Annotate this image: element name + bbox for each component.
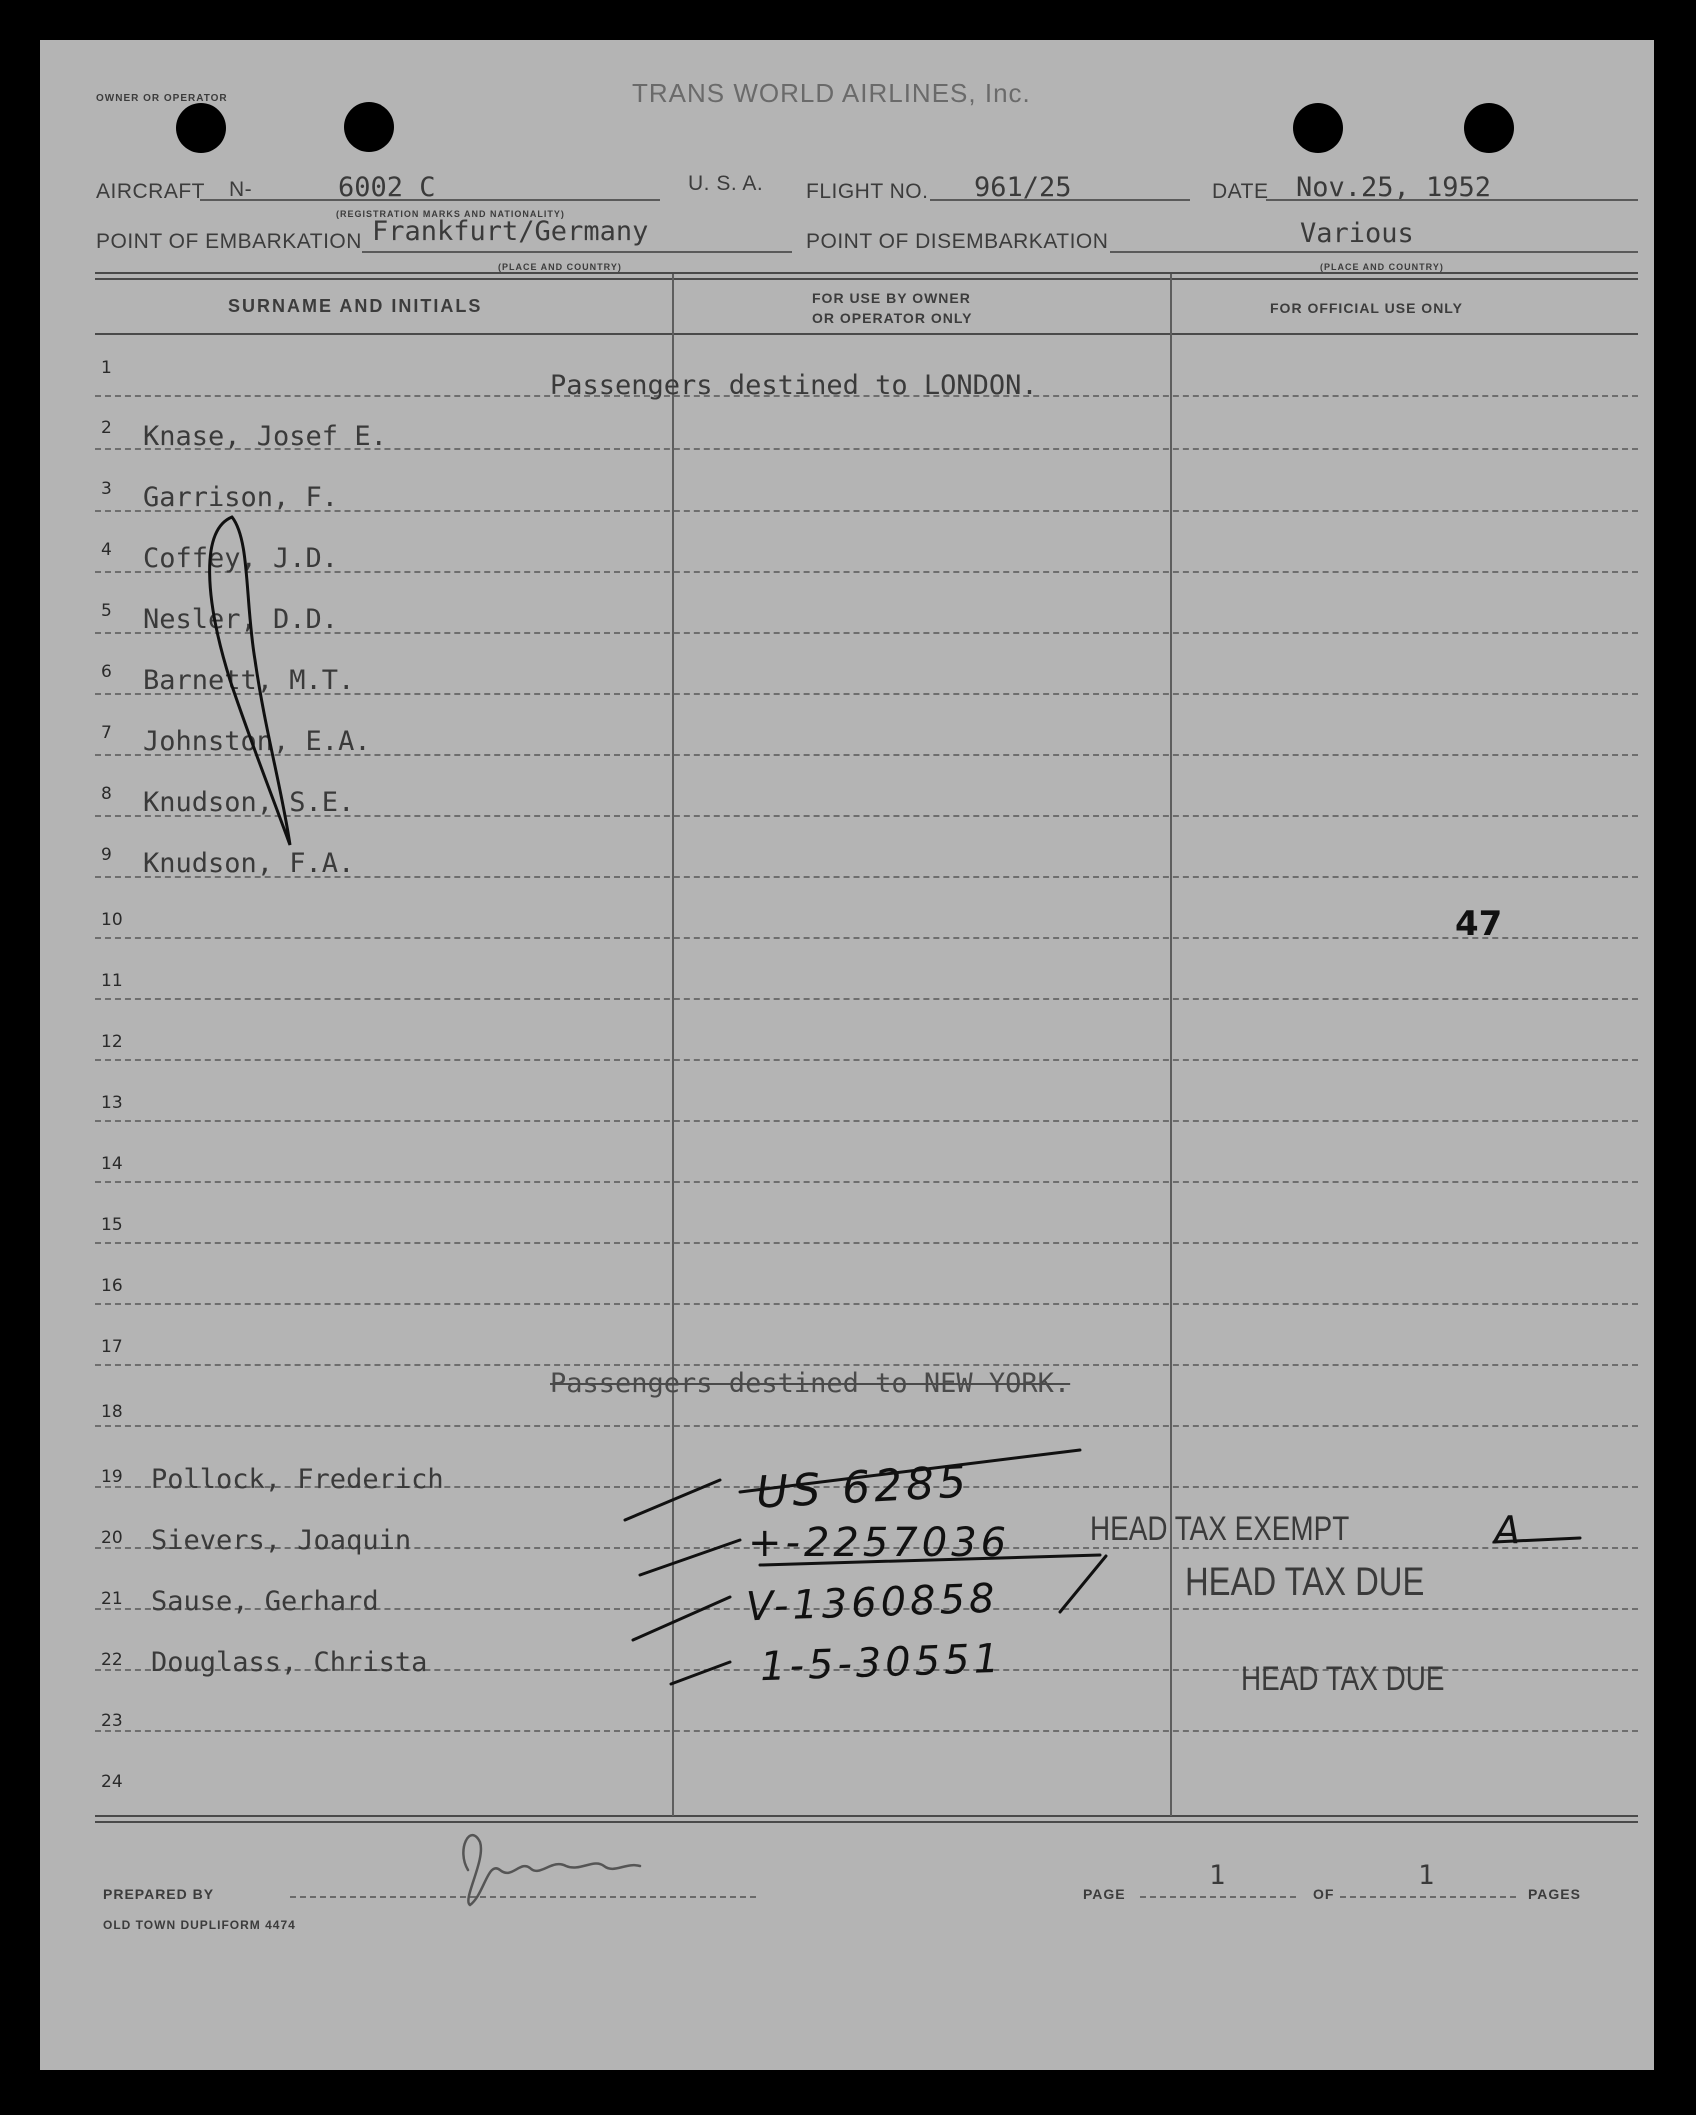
bracket-stroke	[210, 517, 290, 845]
row-number: 21	[101, 1589, 123, 1609]
embark-label: POINT OF EMBARKATION	[96, 230, 362, 253]
page-label: PAGE	[1083, 1886, 1126, 1902]
flight-value: 961/25	[974, 172, 1072, 203]
handwritten-passport-21: V-1360858	[745, 1575, 1000, 1631]
section-note-london: Passengers destined to LONDON.	[550, 370, 1038, 401]
row-number: 9	[101, 845, 112, 865]
flight-label: FLIGHT NO.	[806, 180, 929, 203]
check-mark-22	[671, 1662, 730, 1684]
row-number: 15	[101, 1215, 123, 1235]
nationality: U. S. A.	[688, 172, 764, 195]
stamp-head-tax-exempt: HEAD TAX EXEMPT	[1090, 1510, 1350, 1548]
passenger-name: Garrison, F.	[143, 482, 339, 513]
check-mark-19	[625, 1480, 720, 1520]
check-mark-20	[640, 1540, 740, 1575]
row-number: 10	[101, 910, 123, 930]
passenger-name: Pollock, Frederich	[151, 1464, 444, 1495]
official-mark: 47	[1455, 904, 1503, 944]
row-number: 6	[101, 662, 112, 682]
disembark-value: Various	[1300, 218, 1414, 249]
passenger-name: Knase, Josef E.	[143, 421, 387, 452]
handwritten-passport-19: US 6285	[754, 1456, 972, 1519]
of-value: 1	[1418, 1860, 1435, 1891]
owner-label: OWNER OR OPERATOR	[96, 93, 228, 104]
row-number: 11	[101, 971, 123, 991]
of-label: OF	[1313, 1886, 1335, 1902]
passenger-name: Nesler, D.D.	[143, 604, 339, 635]
row-number: 7	[101, 723, 112, 743]
passenger-name: Johnston, E.A.	[143, 726, 371, 757]
handwritten-passport-20: +-2257036	[748, 1520, 1011, 1566]
embark-value: Frankfurt/Germany	[372, 216, 649, 247]
stamp-head-tax-due-1: HEAD TAX DUE	[1185, 1560, 1425, 1604]
registration-caption: (REGISTRATION MARKS AND NATIONALITY)	[336, 209, 565, 219]
row-number: 3	[101, 479, 112, 499]
col-official-header: FOR OFFICIAL USE ONLY	[1270, 300, 1463, 316]
passenger-name: Sause, Gerhard	[151, 1586, 379, 1617]
disembark-label: POINT OF DISEMBARKATION	[806, 230, 1109, 253]
row-number: 2	[101, 418, 112, 438]
signature	[463, 1835, 640, 1905]
row-number: 19	[101, 1467, 123, 1487]
page-value: 1	[1209, 1860, 1226, 1891]
row-number: 8	[101, 784, 112, 804]
aircraft-prefix: N-	[229, 178, 253, 201]
underline-19	[740, 1450, 1080, 1492]
check-mark-21	[633, 1597, 730, 1640]
aircraft-value: 6002 C	[338, 172, 436, 203]
handwritten-mark-a: A	[1494, 1508, 1524, 1552]
row-number: 16	[101, 1276, 123, 1296]
row-number: 12	[101, 1032, 123, 1052]
col-surname-header: SURNAME AND INITIALS	[228, 296, 483, 316]
owner-value: TRANS WORLD AIRLINES, Inc.	[632, 78, 1031, 108]
passenger-name: Coffey, J.D.	[143, 543, 339, 574]
col-owner-header-2: OR OPERATOR ONLY	[812, 310, 973, 326]
row-number: 20	[101, 1528, 123, 1548]
prepared-by-label: PREPARED BY	[103, 1886, 215, 1902]
handwritten-passport-22: 1-5-30551	[759, 1635, 1004, 1691]
row-number: 24	[101, 1772, 123, 1792]
row-number: 23	[101, 1711, 123, 1731]
passenger-name: Knudson, F.A.	[143, 848, 355, 879]
form-id: OLD TOWN DUPLIFORM 4474	[103, 1918, 296, 1932]
section-note-new-york: Passengers destined to NEW YORK.	[550, 1368, 1071, 1399]
aircraft-label: AIRCRAFT	[96, 180, 205, 203]
row-number: 18	[101, 1402, 123, 1422]
row-number: 13	[101, 1093, 123, 1113]
embark-caption: (PLACE AND COUNTRY)	[498, 262, 622, 272]
passenger-name: Barnett, M.T.	[143, 665, 355, 696]
row-number: 17	[101, 1337, 123, 1357]
row-number: 5	[101, 601, 112, 621]
pages-label: PAGES	[1528, 1886, 1581, 1902]
date-label: DATE	[1212, 180, 1269, 203]
row-number: 4	[101, 540, 112, 560]
row-number: 14	[101, 1154, 123, 1174]
passenger-name: Sievers, Joaquin	[151, 1525, 412, 1556]
col-owner-header-1: FOR USE BY OWNER	[812, 290, 971, 306]
underline-a	[1494, 1538, 1580, 1542]
row-number: 22	[101, 1650, 123, 1670]
passenger-name: Douglass, Christa	[151, 1647, 428, 1678]
date-value: Nov.25, 1952	[1296, 172, 1492, 203]
stamp-head-tax-due-2: HEAD TAX DUE	[1241, 1660, 1445, 1698]
underline-20	[760, 1555, 1100, 1565]
passenger-name: Knudson, S.E.	[143, 787, 355, 818]
dash-21	[1060, 1556, 1106, 1612]
row-number: 1	[101, 358, 112, 378]
disembark-caption: (PLACE AND COUNTRY)	[1320, 262, 1444, 272]
